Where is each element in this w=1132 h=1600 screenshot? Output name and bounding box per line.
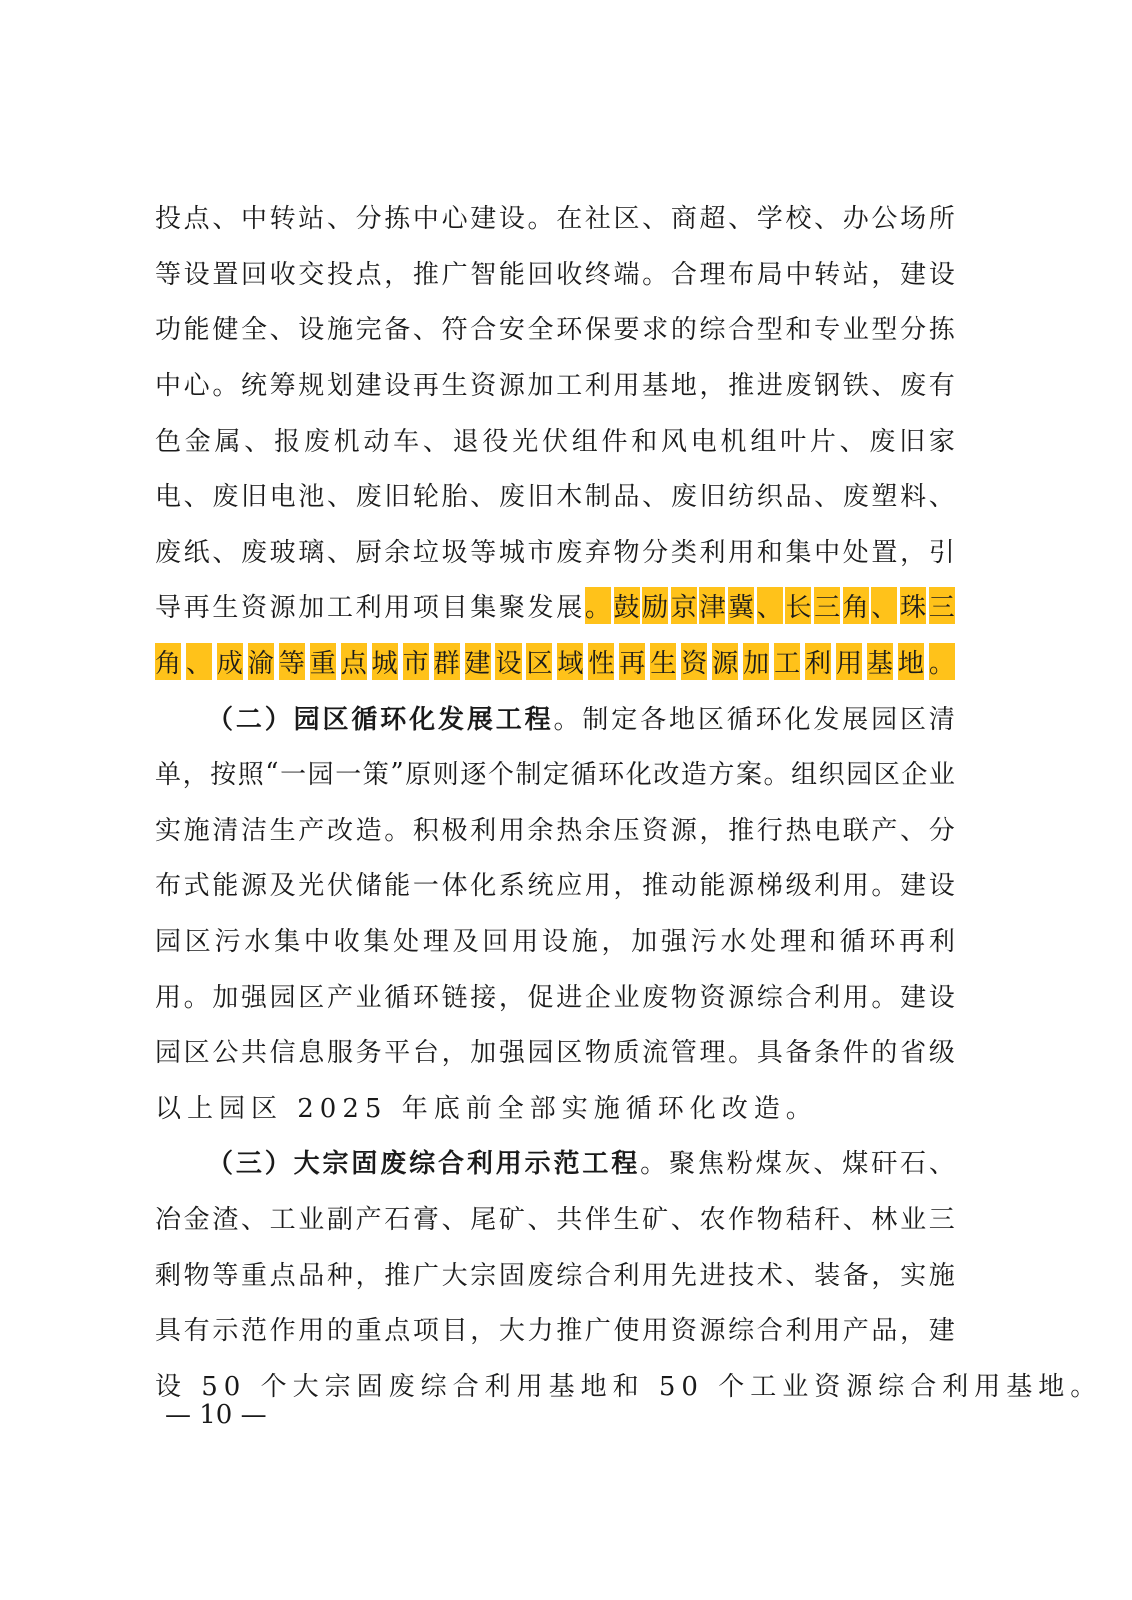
text-line: 剩 物 等 重 点 品 种 ， 推 广 大 宗 固 废 综 合 利 用 先 进 技 术 、 装 备 ， 实 施	[155, 1260, 955, 1291]
text-segment: 设 50 个大宗固废综合利用基地和 50 个工业资源综合利用基地。	[155, 1371, 1103, 1402]
text-line: 园 区 污 水 集 中 收 集 处 理 及 回 用 设 施 ， 加 强 污 水 处 理 和 循 环 再 利	[155, 927, 955, 958]
body-text	[155, 189, 1103, 1412]
page-number: — 10 —	[165, 1400, 267, 1430]
text-line: 色 金 属 、 报 废 机 动 车 、 退 役 光 伏 组 件 和 风 电 机 组 叶 片 、 废 旧 家	[155, 426, 955, 457]
text-line: 单 ， 按 照 “ 一 园 一 策 ” 原 则 逐 个 制 定 循 环 化 改 造 方 案 。 组 织 园 区 企 业	[155, 757, 955, 791]
text-line	[155, 1079, 955, 1135]
text-line: 等 设 置 回 收 交 投 点 ， 推 广 智 能 回 收 终 端 。 合 理 布 局 中 转 站 ， 建 设	[155, 259, 955, 290]
text-line: 角 、 成 渝 等 重 点 城 市 群 建 设 区 域 性 再 生 资 源 加 工 利 用 基 地 。	[155, 634, 955, 690]
text-line: 废 纸 、 废 玻 璃 、 厨 余 垃 圾 等 城 市 废 弃 物 分 类 利 用 和 集 中 处 置 ， 引	[155, 537, 955, 568]
text-line	[155, 1356, 1103, 1412]
text-line: 园 区 公 共 信 息 服 务 平 台 ， 加 强 园 区 物 质 流 管 理 。 具 备 条 件 的 省 级	[155, 1038, 955, 1069]
text-line: 冶 金 渣 、 工 业 副 产 石 膏 、 尾 矿 、 共 伴 生 矿 、 农 作 物 秸 秆 、 林 业 三	[155, 1204, 955, 1235]
text-line: 具 有 示 范 作 用 的 重 点 项 目 ， 大 力 推 广 使 用 资 源 综 合 利 用 产 品 ， 建	[155, 1316, 955, 1347]
text-line: 中 心 。 统 筹 规 划 建 设 再 生 资 源 加 工 利 用 基 地 ， 推 进 废 钢 铁 、 废 有	[155, 371, 955, 402]
text-line: 实 施 清 洁 生 产 改 造 。 积 极 利 用 余 热 余 压 资 源 ， 推 行 热 电 联 产 、 分	[155, 815, 955, 846]
text-line: 用 。 加 强 园 区 产 业 循 环 链 接 ， 促 进 企 业 废 物 资 源 综 合 利 用 。 建 设	[155, 982, 955, 1013]
text-line: 功 能 健 全 、 设 施 完 备 、 符 合 安 全 环 保 要 求 的 综 合 型 和 专 业 型 分 拣	[155, 315, 955, 346]
text-line: （ 三 ） 大 宗 固 废 综 合 利 用 示 范 工 程 。 聚 焦 粉 煤 灰 、 煤 矸 石 、	[207, 1149, 955, 1180]
text-line: （ 二 ） 园 区 循 环 化 发 展 工 程 。 制 定 各 地 区 循 环 化 发 展 园 区 清	[207, 704, 955, 735]
text-segment: 以上园区 2025 年底前全部实施循环化改造。	[155, 1093, 818, 1124]
text-line: 投 点 、 中 转 站 、 分 拣 中 心 建 设 。 在 社 区 、 商 超 、 学 校 、 办 公 场 所	[155, 204, 955, 235]
text-line: 布 式 能 源 及 光 伏 储 能 一 体 化 系 统 应 用 ， 推 动 能 源 梯 级 利 用 。 建 设	[155, 871, 955, 902]
text-line: 导 再 生 资 源 加 工 利 用 项 目 集 聚 发 展 。 鼓 励 京 津 冀 、 长 三 角 、 珠 三	[155, 578, 955, 634]
text-line: 电 、 废 旧 电 池 、 废 旧 轮 胎 、 废 旧 木 制 品 、 废 旧 纺 织 品 、 废 塑 料 、	[155, 482, 955, 513]
